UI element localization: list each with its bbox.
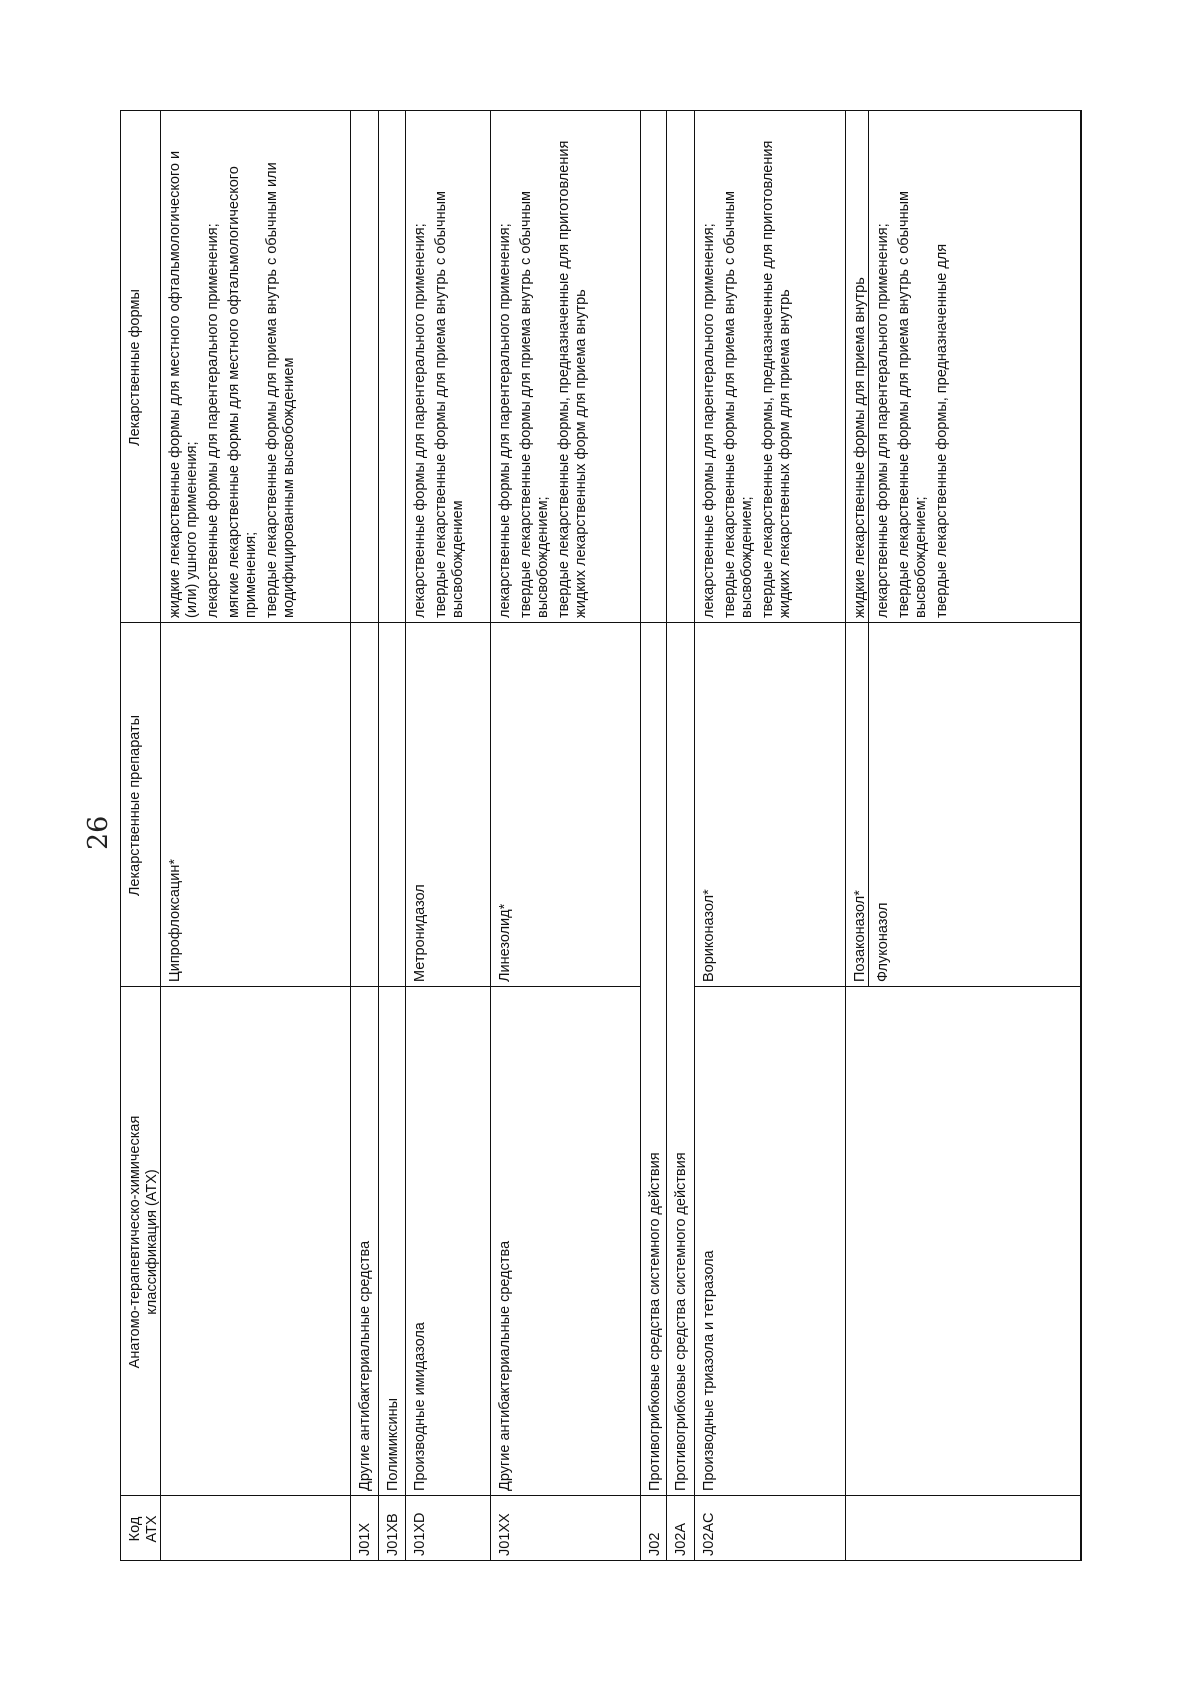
name-cell (350, 986, 379, 1496)
header-atc-text (123, 991, 161, 1493)
row-6-code: J02 (647, 1532, 663, 1556)
forms-cell (845, 110, 869, 623)
header-cell (120, 622, 161, 987)
form-line: твердые лекарственные формы, предназначенные для (934, 243, 950, 618)
header-drugs-label: Лекарственные препараты (127, 714, 143, 897)
form-line: твердые лекарственные формы, предназначенные для приготовления жидких лекарственных форм для приема внутрь (556, 140, 589, 618)
drug-cell (694, 622, 846, 987)
row-8-drug: Вориконазол* (701, 889, 717, 982)
row-7-name: Противогрибковые средства системного действия (673, 1152, 689, 1491)
header-cell (120, 986, 161, 1496)
row-5-code: J01XX (497, 1513, 513, 1556)
row-4-drug: Метронидазол (412, 884, 428, 982)
row-8-code: J02AC (701, 1512, 717, 1556)
forms-cell (640, 110, 667, 623)
row-4-name: Производные имидазола (412, 1322, 428, 1491)
row-2-code: J01X (357, 1522, 373, 1556)
row-4-code: J01XD (412, 1512, 428, 1556)
row-1-forms (163, 115, 302, 620)
name-cell (490, 986, 641, 1496)
name-cell-merged (694, 986, 1081, 1496)
row-10-forms (871, 115, 955, 620)
header-code-label (123, 1500, 161, 1558)
form-line: твердые лекарственные формы для приема внутрь с обычным или модифицированным высвобождением (264, 162, 297, 618)
row-4-forms (408, 115, 471, 620)
name-cell (160, 986, 351, 1496)
form-line: лекарственные формы для парентерального применения; (412, 223, 428, 618)
row-6-name: Противогрибковые средства системного действия (647, 1152, 663, 1491)
form-line: твердые лекарственные формы для приема внутрь с обычным высвобождением; (896, 191, 929, 618)
code-cell (490, 1495, 641, 1561)
header-code-text: Код АТХ (127, 1515, 160, 1543)
form-line: лекарственные формы для парентерального применения; (875, 223, 891, 618)
drug-cell (405, 622, 491, 987)
code-cell (160, 1495, 351, 1561)
row-3-name: Полимиксины (385, 1397, 401, 1491)
name-cell (666, 622, 695, 1496)
form-line: лекарственные формы для парентерального применения; (701, 223, 717, 618)
code-cell (378, 1495, 406, 1561)
drug-cell (868, 622, 1081, 987)
form-line: лекарственные формы для парентерального применения; (497, 223, 513, 618)
name-cell (405, 986, 491, 1496)
table-right-edge (1080, 110, 1082, 1561)
name-cell (640, 622, 667, 1496)
name-cell (378, 986, 406, 1496)
row-9-drug: Позаконазол* (852, 890, 868, 982)
code-cell-merged (694, 1495, 1081, 1561)
forms-cell (378, 110, 406, 623)
row-1-drug: Ципрофлоксацин* (167, 859, 183, 982)
form-line: твердые лекарственные формы для приема внутрь с обычным высвобождением (433, 191, 466, 618)
form-line: лекарственные формы для парентерального применения; (205, 223, 221, 618)
header-atc-label: Анатомо-терапевтическо-химическая классификация (АТХ) (127, 1115, 160, 1369)
forms-cell (694, 110, 846, 623)
forms-cell (405, 110, 491, 623)
header-forms-label: Лекарственные формы (127, 289, 143, 446)
row-2-name: Другие антибактериальные средства (357, 1240, 373, 1491)
code-cell (666, 1495, 695, 1561)
drug-cell (378, 622, 406, 987)
forms-cell (868, 110, 1081, 623)
form-line: жидкие лекарственные формы для приема внутрь (852, 277, 868, 618)
header-cell (120, 1495, 161, 1561)
row-5-name: Другие антибактериальные средства (497, 1240, 513, 1491)
code-cell (350, 1495, 379, 1561)
form-line: твердые лекарственные формы, предназначенные для приготовления жидких лекарственных форм для приема внутрь (760, 140, 793, 618)
row-3-code: J01XB (385, 1513, 401, 1556)
row-10-drug: Флуконазол (875, 902, 891, 982)
row-5-drug: Линезолид* (497, 903, 513, 982)
drug-cell (350, 622, 379, 987)
form-line: твердые лекарственные формы для приема внутрь с обычным высвобождением; (518, 191, 551, 618)
forms-cell (666, 110, 695, 623)
form-line: жидкие лекарственные формы для местного офтальмологического и (или) ушного применения; (167, 150, 200, 618)
form-line: мягкие лекарственные формы для местного офтальмологического применения; (226, 166, 259, 618)
code-cell (405, 1495, 491, 1561)
drug-cell (160, 622, 351, 987)
row-8-name: Производные триазола и тетразола (701, 1250, 717, 1491)
page-number: 26 (83, 815, 114, 850)
drug-cell (845, 622, 869, 987)
header-cell (120, 110, 161, 623)
row-5-forms (493, 115, 594, 620)
code-cell (640, 1495, 667, 1561)
form-line: твердые лекарственные формы для приема внутрь с обычным высвобождением; (722, 191, 755, 618)
row-8-forms (697, 115, 798, 620)
forms-cell (490, 110, 641, 623)
row-7-code: J02A (673, 1522, 689, 1556)
forms-cell (350, 110, 379, 623)
forms-cell (160, 110, 351, 623)
drug-cell (490, 622, 641, 987)
